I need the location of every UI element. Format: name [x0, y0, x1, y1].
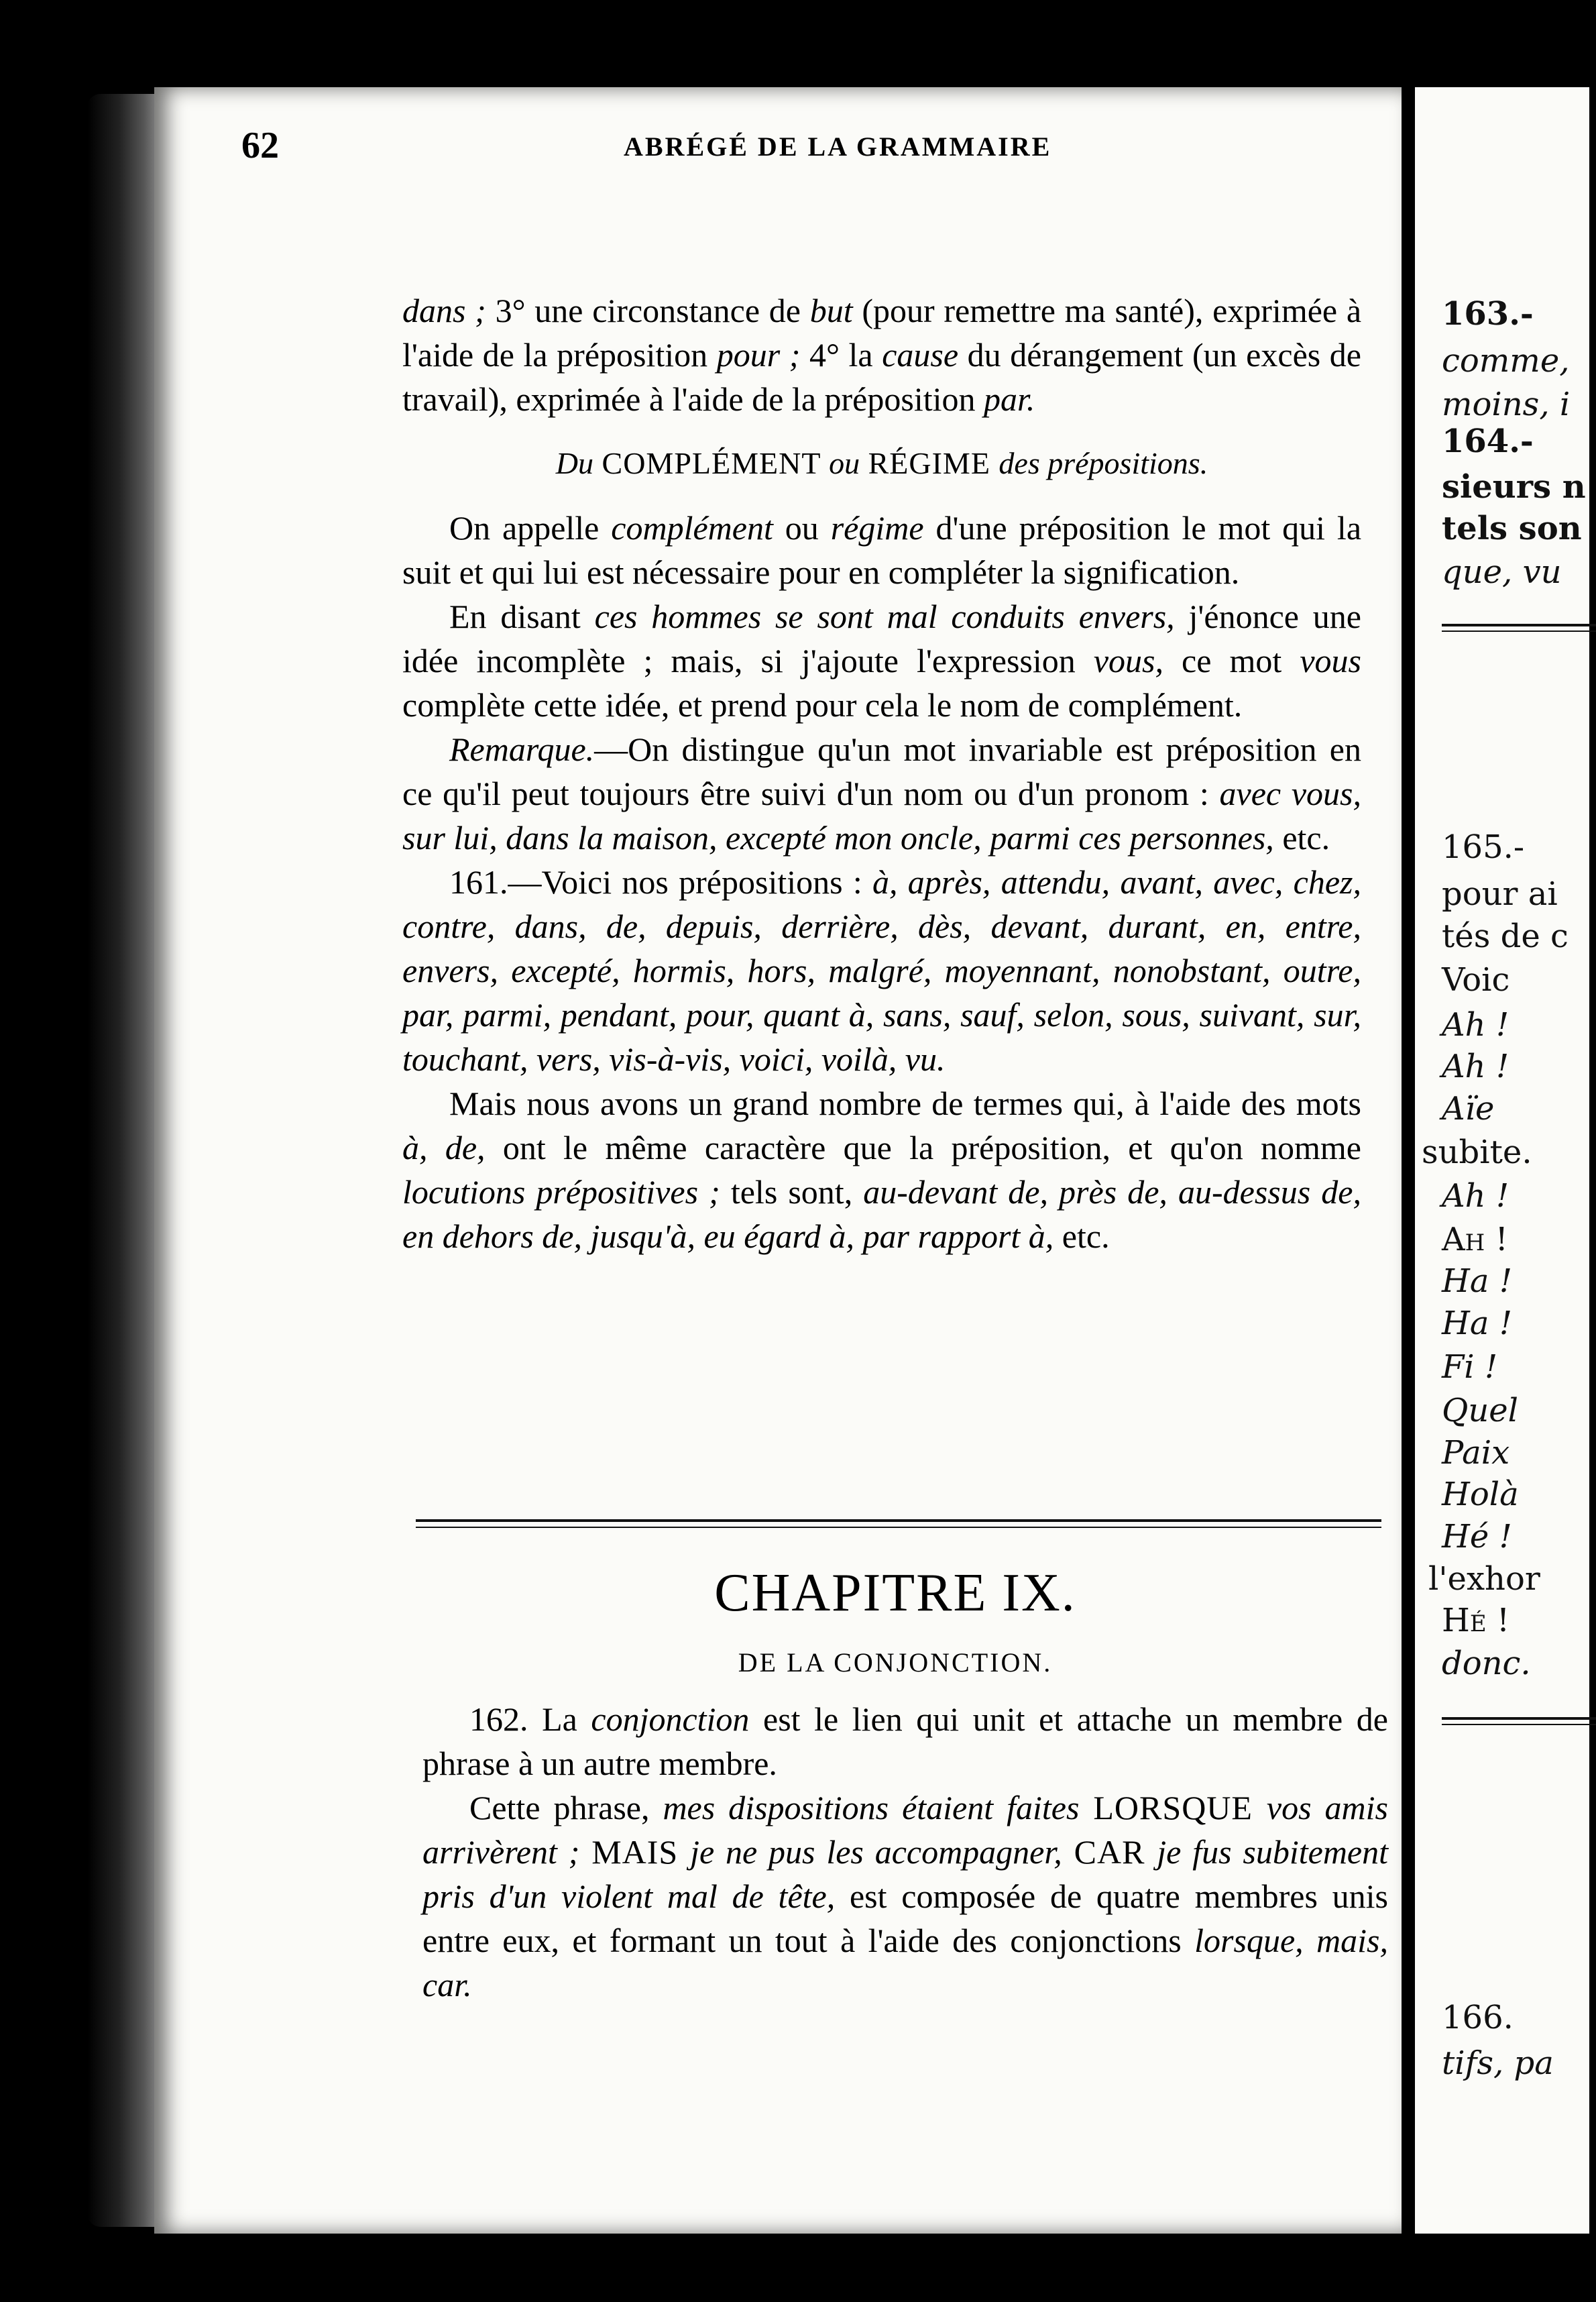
right-rule — [1442, 624, 1596, 636]
right-line: comme, — [1442, 342, 1570, 380]
rule-thin — [1442, 1724, 1596, 1725]
rule-thick — [1442, 624, 1596, 626]
text-run: est composée de quatre membres unis entre eux, et formant un tout à l'aide des conjonctions — [422, 1877, 1389, 1959]
right-line: pour ai — [1442, 875, 1558, 913]
right-line: Paix — [1442, 1434, 1510, 1472]
right-line: tels son — [1442, 510, 1582, 547]
italic-text: ces hommes se sont mal conduits envers, — [594, 598, 1175, 635]
text-run: Mais nous avons un grand nombre de termes qui, à l'aide des mots — [449, 1085, 1361, 1122]
italic-text: à, après, attendu, avant, avec, chez, contre, dans, de, depuis, derrière, dès, devant, durant, en, entre, envers, excepté, hormis, hors, malgré, moyennant, nonobstant, outre, par, parmi, pendant, pour, quant à, sans, sauf, selon, sous, suivant, sur, touchant, vers, vis-à-vis, voici, voilà, vu. — [402, 863, 1361, 1078]
italic-text: vos amis arrivèrent ; — [422, 1789, 1388, 1871]
italic-text: vous, — [1093, 642, 1163, 679]
text-run: etc. — [1273, 819, 1330, 857]
rule-thin — [1442, 631, 1596, 632]
italic-text: ou — [829, 446, 860, 480]
page-gutter — [1402, 87, 1415, 2234]
text-run: d'une préposition le mot qui la suit et qui lui est nécessaire pour en compléter la signification. — [402, 509, 1362, 591]
rule-thick — [416, 1519, 1381, 1522]
italic-text: conjonction — [591, 1700, 750, 1738]
right-line: 164.- — [1442, 423, 1534, 460]
text-run: MAIS — [579, 1833, 691, 1871]
right-line: Ah ! — [1442, 1221, 1508, 1258]
right-line: donc. — [1442, 1645, 1531, 1682]
text-run: (pour remettre ma santé), exprimée à l'aide de la préposition — [402, 292, 1362, 374]
text-run: COMPLÉMENT — [593, 446, 830, 480]
italic-text: Du — [555, 446, 594, 480]
right-line: tés de c — [1442, 918, 1569, 955]
text-run: j'énonce une idée incomplète ; mais, si j'ajoute l'expression — [402, 598, 1361, 679]
running-head — [241, 124, 1381, 178]
right-line: 163.- — [1442, 295, 1534, 333]
paragraph-locutions — [402, 1081, 1361, 1258]
paragraph-162 — [422, 1697, 1388, 1786]
chapter-subtitle: DE LA CONJONCTION. — [738, 1647, 1053, 1678]
right-line: Ah ! — [1442, 1177, 1509, 1215]
right-line: l'exhor — [1428, 1560, 1540, 1598]
paragraph-definition — [402, 506, 1361, 594]
text-run: Cette phrase, — [469, 1789, 663, 1826]
italic-text: dans ; — [402, 292, 486, 329]
italic-text: je ne pus les accompagner, — [690, 1833, 1062, 1871]
body-text-section-1 — [402, 288, 1361, 1258]
body-text-section-2 — [422, 1697, 1388, 2007]
paragraph-example — [402, 594, 1361, 727]
page-number: 62 — [241, 125, 279, 166]
text-run: 4° la — [800, 336, 882, 374]
text-run: RÉGIME — [860, 446, 999, 480]
paragraph-continuation — [402, 288, 1361, 421]
rule-thin — [416, 1527, 1381, 1528]
right-line: Hé ! — [1442, 1518, 1512, 1555]
italic-text: avec vous, sur lui, dans la maison, excepté mon oncle, parmi ces personnes, — [402, 775, 1361, 857]
text-run: ou — [773, 509, 831, 547]
chapter-title: CHAPITRE IX. — [714, 1564, 1076, 1623]
italic-text: Remarque. — [449, 730, 595, 768]
right-line: Ah ! — [1442, 1048, 1509, 1085]
italic-text: par. — [984, 380, 1035, 418]
right-line: tifs, pa — [1442, 2044, 1554, 2082]
italic-text: lorsque, mais, car. — [422, 1922, 1388, 2004]
text-run: est le lien qui unit et attache un membre de phrase à un autre membre. — [422, 1700, 1388, 1782]
italic-text: complément — [611, 509, 773, 547]
right-line: que, vu — [1442, 553, 1562, 591]
italic-text: au-devant de, près de, au-dessus de, en dehors de, jusqu'à, eu égard à, par rapport à, — [402, 1173, 1361, 1255]
right-page-fragment — [1415, 87, 1589, 2234]
text-run: du dérangement (un excès de travail), exprimée à l'aide de la préposition — [402, 336, 1361, 418]
right-line: Voic — [1442, 961, 1510, 999]
rule-thick — [1442, 1717, 1596, 1720]
text-run: CAR — [1062, 1833, 1157, 1871]
right-line: Fi ! — [1442, 1348, 1498, 1386]
paragraph-phrase-example — [422, 1786, 1388, 2007]
italic-text: cause — [882, 336, 959, 374]
text-run: On appelle — [449, 509, 612, 547]
running-title: ABRÉGÉ DE LA GRAMMAIRE — [624, 131, 1052, 162]
right-line: 165.- — [1442, 828, 1525, 866]
right-line: sieurs n — [1442, 468, 1586, 506]
right-rule — [1442, 1717, 1596, 1729]
text-run: 161.—Voici nos prépositions : — [449, 863, 873, 901]
italic-text: locutions prépositives ; — [402, 1173, 720, 1211]
italic-text: but — [809, 292, 853, 329]
italic-text: des prépositions. — [999, 446, 1208, 480]
italic-text: pour ; — [716, 336, 801, 374]
italic-text: vous — [1300, 642, 1362, 679]
right-line: Ha ! — [1442, 1305, 1513, 1342]
right-line: Ah ! — [1442, 1006, 1509, 1044]
right-line: Aïe — [1442, 1090, 1495, 1128]
italic-text: je fus subitement pris d'un violent mal de tête, — [422, 1833, 1389, 1915]
right-line: Quel — [1442, 1392, 1519, 1429]
text-run: ont le même caractère que la préposition, et qu'on nomme — [485, 1129, 1361, 1166]
italic-text: à, de, — [402, 1129, 486, 1166]
italic-text: mes dispositions étaient faites — [663, 1789, 1080, 1826]
right-line: subite. — [1422, 1134, 1532, 1171]
text-run: LORSQUE — [1079, 1789, 1267, 1826]
right-line: Ha ! — [1442, 1262, 1513, 1300]
text-run: En disant — [449, 598, 595, 635]
right-line: Holà — [1442, 1476, 1519, 1513]
right-line: 166. — [1442, 1999, 1514, 2036]
text-run: ce mot — [1163, 642, 1300, 679]
text-run: 162. La — [469, 1700, 591, 1738]
text-run: complète cette idée, et prend pour cela le nom de complément. — [402, 686, 1243, 724]
text-run: 3° une circonstance de — [486, 292, 810, 329]
paragraph-161 — [402, 860, 1361, 1081]
section-heading — [402, 441, 1361, 486]
chapter-separator-rule — [416, 1519, 1381, 1533]
text-run: etc. — [1053, 1217, 1110, 1255]
paragraph-remarque — [402, 727, 1361, 860]
right-line: Hé ! — [1442, 1602, 1510, 1639]
text-run: tels sont, — [720, 1173, 864, 1211]
italic-text: régime — [830, 509, 924, 547]
text-run: —On distingue qu'un mot invariable est préposition en ce qu'il peut toujours être suivi d'un nom ou d'un pronom : — [402, 730, 1361, 812]
right-line: moins, i — [1442, 386, 1571, 423]
